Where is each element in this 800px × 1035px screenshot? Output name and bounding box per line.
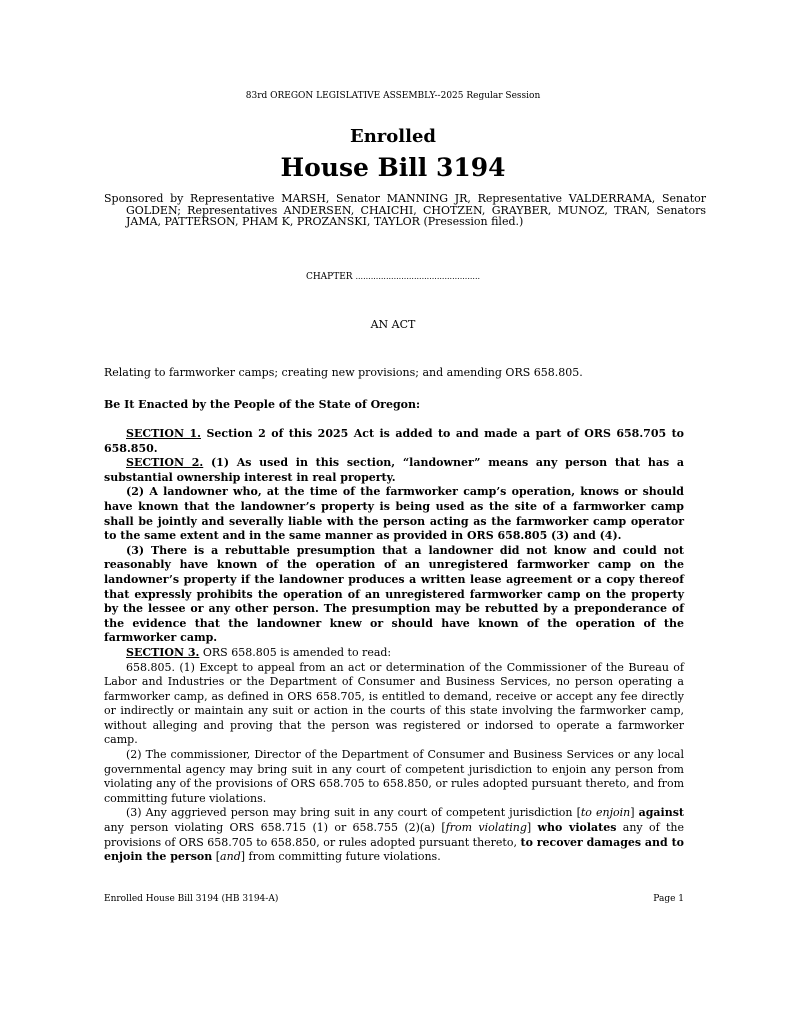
- s3-p3-deleted-1: to enjoin: [580, 806, 631, 820]
- s3-p3-added-1: against: [638, 806, 684, 820]
- section-3-para-2: (2) The commissioner, Director of the Department of Consumer and Business Services or any local governmental agency may bring suit in any court of competent jurisdiction to enjoin any person from violating any of the provisions of ORS 658.705 to 658.850, or rules adopted pursuant thereto, and from committing future violations.: [104, 748, 684, 805]
- s3-p3-text-g: ] from committing future violations.: [240, 850, 441, 864]
- chapter-label: CHAPTER: [305, 272, 353, 282]
- section-3-intro: [104, 646, 684, 661]
- section-1: [104, 427, 684, 456]
- an-act-heading: AN ACT: [370, 318, 416, 331]
- s3-p3-added-2: who violates: [537, 821, 617, 835]
- s3-p3-text-e: any of the provisions of ORS 658.705 to 658.850, or rules adopted pursuant thereto,: [104, 821, 684, 849]
- footer-bill-id: Enrolled House Bill 3194 (HB 3194-A): [104, 894, 279, 904]
- enacting-clause: Be It Enacted by the People of the State of Oregon:: [104, 398, 421, 411]
- section-2-para-1: [104, 456, 684, 485]
- s3-p3-deleted-2: from violating: [445, 821, 527, 835]
- session-header: 83rd OREGON LEGISLATIVE ASSEMBLY--2025 Regular Session: [245, 91, 541, 101]
- chapter-line: [0, 272, 786, 282]
- s3-p3-deleted-3: and: [220, 850, 241, 864]
- section-2-text-1: (1) As used in this section, “landowner” means any person that has a substantial ownership interest in real property.: [104, 456, 684, 484]
- s3-p3-text-c: any person violating ORS 658.715 (1) or 658.755 (2)(a) [: [104, 821, 446, 835]
- section-3-para-3: [104, 806, 684, 864]
- section-2-para-2: (2) A landowner who, at the time of the farmworker camp’s operation, knows or should have known that the landowner’s property is being used as the site of a farmworker camp shall be jointly and severally liable with the person acting as the farmworker camp operator to the same extent and in the same manner as provided in ORS 658.805 (3) and (4).: [104, 485, 684, 543]
- section-3-ref: SECTION 3.: [126, 645, 200, 659]
- section-3-para-1: 658.805. (1) Except to appeal from an act or determination of the Commissioner of the Bureau of Labor and Industries or the Department of Consumer and Business Services, no person operating a farmworker camp, as defined in ORS 658.705, is entitled to demand, receive or accept any fee directly or indirectly or maintain any suit or action in the courts of this state involving the farmworker camp, without alleging and proving that the person was registered or indorsed to operate a farmworker camp.: [104, 660, 684, 747]
- section-2-para-3: (3) There is a rebuttable presumption that a landowner did not know and could not reasonably have known of the operation of an unregistered farmworker camp on the landowner’s property if the landowner produces a written lease agreement or a copy thereof that expressly prohibits the operation of an unregistered farmworker camp on the property by the lessee or any other person. The presumption may be rebutted by a preponderance of the evidence that the landowner knew or should have known of the operation of the farmworker camp.: [104, 543, 684, 645]
- s3-p3-text-f: [: [212, 850, 221, 864]
- sponsors: Sponsored by Representative MARSH, Senator MANNING JR, Representative VALDERRAMA, Senator GOLDEN; Representatives ANDERSEN, CHAICHI, CHOTZEN, GRAYBER, MUNOZ, TRAN, Senators JAMA, PATTERSON, PHAM K, PROZANSKI, TAYLOR (Presession filed.): [104, 192, 706, 228]
- chapter-blank: .................................................: [355, 272, 481, 281]
- s3-p3-text-d: ]: [526, 821, 538, 835]
- relating-clause: Relating to farmworker camps; creating new provisions; and amending ORS 658.805.: [104, 366, 583, 379]
- bill-body: [104, 427, 684, 865]
- s3-p3-added-3: to recover damages and to enjoin the person: [104, 835, 684, 864]
- section-2-ref: SECTION 2.: [126, 456, 204, 470]
- footer-page-number: Page 1: [653, 894, 684, 904]
- section-1-ref: SECTION 1.: [126, 427, 201, 440]
- s3-p3-text-a: (3) Any aggrieved person may bring suit in any court of competent jurisdiction [: [126, 806, 581, 820]
- section-1-text: Section 2 of this 2025 Act is added to and made a part of ORS 658.705 to 658.850.: [104, 427, 684, 455]
- bill-title: House Bill 3194: [280, 153, 506, 182]
- section-3-intro-text: ORS 658.805 is amended to read:: [199, 645, 392, 659]
- enrolled-label: Enrolled: [349, 126, 436, 147]
- s3-p3-text-b: ]: [630, 806, 639, 820]
